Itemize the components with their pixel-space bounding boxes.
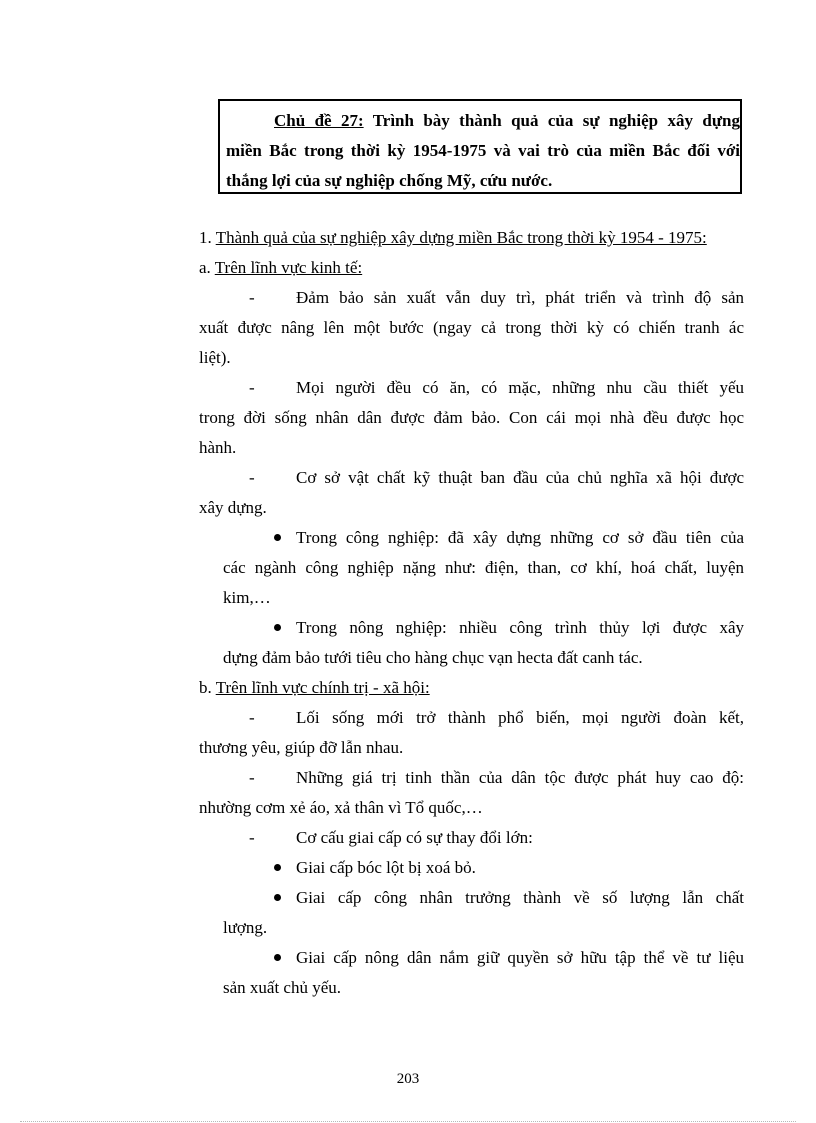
page-number: 203 [396, 1071, 420, 1087]
dash-marker: - [249, 768, 255, 787]
section-a-bullet-2-line-1 [199, 613, 744, 643]
dash-marker: - [249, 288, 255, 307]
section-a-letter: a. [199, 258, 215, 277]
section-b-item-2-line-1 [199, 763, 744, 793]
item-text: Cơ cấu giai cấp có sự thay đổi lớn: [296, 828, 533, 847]
item-text: Mọi người đều có ăn, có mặc, những nhu cầu thiết yếu [296, 378, 744, 397]
section-a-item-1-line-2: xuất được nâng lên một bước (ngay cả trong thời kỳ có chiến tranh ác [199, 318, 744, 337]
section-b-bullet-3-line-2: sản xuất chủ yếu. [223, 978, 342, 997]
title-line-1-text: Trình bày thành quả của sự nghiệp xây dựng [363, 111, 740, 130]
bullet-text: Trong công nghiệp: đã xây dựng những cơ sở đầu tiên của [296, 528, 744, 547]
section-a-item-2-line-1 [199, 373, 744, 403]
bullet-text: Trong nông nghiệp: nhiều công trình thủy lợi được xây [296, 618, 744, 637]
title-line-3: thắng lợi của sự nghiệp chống Mỹ, cứu nước. [226, 171, 553, 190]
section-1-number: 1. [199, 228, 216, 247]
topic-label: Chủ đề 27: [274, 111, 364, 130]
page-footer-divider [20, 1121, 796, 1122]
item-text: Những giá trị tinh thần của dân tộc được phát huy cao độ: [296, 768, 744, 787]
title-line-1 [226, 106, 740, 136]
section-b-heading [199, 673, 744, 703]
section-b-item-2-line-2: nhường cơm xẻ áo, xả thân vì Tổ quốc,… [199, 798, 483, 817]
section-b-bullet-2-line-1 [199, 883, 744, 913]
section-a-heading-text: Trên lĩnh vực kinh tế: [214, 258, 363, 277]
section-a-bullet-2-line-2: dựng đảm bảo tưới tiêu cho hàng chục vạn hecta đất canh tác. [223, 648, 643, 667]
section-a-bullet-1-line-3: kim,… [223, 588, 271, 607]
dash-marker: - [249, 378, 255, 397]
dash-marker: - [249, 828, 255, 847]
section-a-bullet-1-line-1 [199, 523, 744, 553]
bullet-icon [274, 954, 281, 961]
section-a-item-2-line-2: trong đời sống nhân dân được đảm bảo. Con cái mọi nhà đều được học [199, 408, 744, 427]
section-b-item-1-line-1 [199, 703, 744, 733]
item-text: Lối sống mới trở thành phổ biến, mọi người đoàn kết, [296, 708, 744, 727]
bullet-icon [274, 894, 281, 901]
bullet-icon [274, 864, 281, 871]
document-body [199, 223, 744, 1003]
dash-marker: - [249, 468, 255, 487]
section-a-item-3-line-1 [199, 463, 744, 493]
section-b-item-1-line-2: thương yêu, giúp đỡ lẫn nhau. [199, 738, 404, 757]
bullet-text: Giai cấp công nhân trưởng thành về số lượng lẫn chất [296, 888, 744, 907]
title-line-2: miền Bắc trong thời kỳ 1954-1975 và vai trò của miền Bắc đối với [226, 141, 740, 160]
section-b-bullet-3-line-1 [199, 943, 744, 973]
section-b-heading-text: Trên lĩnh vực chính trị - xã hội: [215, 678, 430, 697]
section-1-heading [199, 223, 744, 253]
item-text: Đảm bảo sản xuất vẫn duy trì, phát triển và trình độ sản [296, 288, 744, 307]
bullet-icon [274, 534, 281, 541]
bullet-icon [274, 624, 281, 631]
section-a-heading [199, 253, 744, 283]
bullet-text: Giai cấp nông dân nắm giữ quyền sở hữu tập thể về tư liệu [296, 948, 744, 967]
item-text: Cơ sở vật chất kỹ thuật ban đầu của chủ nghĩa xã hội được [296, 468, 744, 487]
dash-marker: - [249, 708, 255, 727]
section-1-heading-text: Thành quả của sự nghiệp xây dựng miền Bắc trong thời kỳ 1954 - 1975: [215, 228, 707, 247]
section-b-letter: b. [199, 678, 216, 697]
section-a-item-3-line-2: xây dựng. [199, 498, 267, 517]
bullet-text: Giai cấp bóc lột bị xoá bỏ. [296, 858, 476, 877]
section-a-item-2-line-3: hành. [199, 438, 237, 457]
section-b-item-3-line-1 [199, 823, 744, 853]
topic-title-box [218, 99, 742, 194]
section-b-bullet-1-line-1 [199, 853, 744, 883]
section-a-item-1-line-1 [199, 283, 744, 313]
section-a-bullet-1-line-2: các ngành công nghiệp nặng như: điện, than, cơ khí, hoá chất, luyện [223, 558, 744, 577]
section-a-item-1-line-3: liệt). [199, 348, 231, 367]
section-b-bullet-2-line-2: lượng. [223, 918, 268, 937]
